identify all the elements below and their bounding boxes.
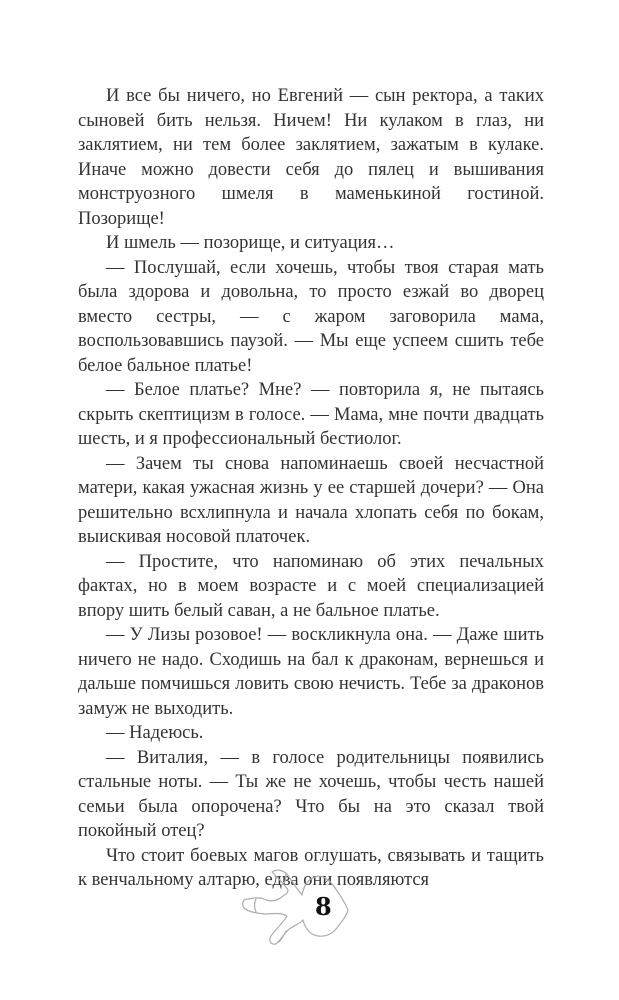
paragraph: — У Лизы розовое! — воскликнула она. — Даже шить ничего не надо. Сходишь на бал к драконам, вернешься и дальше помчишься ловить свою нечисть. Тебе за драконов замуж не выходить. bbox=[78, 625, 544, 719]
paragraph: И шмель — позорище, и ситуация… bbox=[106, 233, 395, 253]
paragraph: — Белое платье? Мне? — повторила я, не пытаясь скрыть скептицизм в голосе. — Мама, мне почти двадцать шесть, и я профессиональный бестиолог. bbox=[78, 380, 544, 449]
paragraph: — Виталия, — в голосе родительницы появились стальные ноты. — Ты же не хочешь, чтобы честь нашей семьи была опорочена? Что бы на это сказал твой покойный отец? bbox=[78, 747, 544, 841]
paragraph: И все бы ничего, но Евгений — сын ректора, а таких сыновей бить нельзя. Ничем! Ни кулаком в глаз, ни заклятием, ни тем более заклятием, зажатым в кулаке. Иначе можно довести себя до пялец и вышивания монструозного шмеля в маменькиной гостиной. Позорище! bbox=[78, 86, 544, 229]
page-text bbox=[78, 84, 544, 893]
paragraph: — Простите, что напоминаю об этих печальных фактах, но в моем возрасте и с моей специализацией впору шить белый саван, а не бальное платье. bbox=[78, 551, 544, 621]
page-number: 8 bbox=[315, 892, 332, 921]
dragon-footprint-icon bbox=[242, 868, 354, 950]
paragraph: — Послушай, если хочешь, чтобы твоя старая мать была здорова и довольна, то просто езжай во дворец вместо сестры, — с жаром заговорила мама, воспользовавшись паузой. — Мы еще успеем сшить тебе белое бальное платье! bbox=[78, 257, 544, 376]
paragraph: — Надеюсь. bbox=[106, 723, 204, 743]
paragraph: — Зачем ты снова напоминаешь своей несчастной матери, какая ужасная жизнь у ее старшей дочери? — Она решительно всхлипнула и начала хлопать себя по бокам, выискивая носовой платочек. bbox=[78, 453, 544, 547]
page-footer-ornament bbox=[242, 868, 354, 950]
paragraph: Что стоит боевых магов оглушать, связывать и тащить к венчальному алтарю, едва они появляются bbox=[78, 845, 544, 890]
